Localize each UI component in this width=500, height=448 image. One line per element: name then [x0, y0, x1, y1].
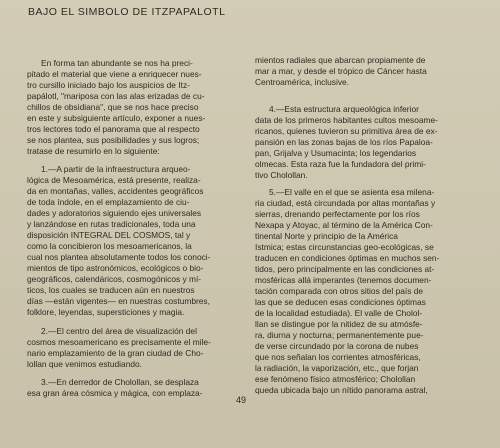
text-line: tinental Norte y principio de la América: [255, 231, 398, 241]
text-line: nario emplazamiento de la gran ciudad de Cho-: [27, 348, 204, 358]
text-line: de toda índole, en el emplazamiento de ciu-: [27, 197, 190, 207]
text-line: días —están vigentes— en nuestras costumbres,: [27, 296, 210, 306]
text-line: ticos, los cuales se traducen aún en nuestros: [27, 285, 195, 295]
text-line: las que se deducen esas condiciones óptimas: [255, 297, 426, 307]
text-line: ra, diurna y nocturna; permanentemente pue-: [255, 330, 424, 340]
text-line: lógica de Mesoamérica, está presente, realiza-: [27, 175, 201, 185]
text-line: cosmos mesoamericano es precisamente el mile-: [27, 337, 211, 347]
text-line: olmecas. Esta raza fue la fundadora del primi-: [255, 159, 426, 169]
text-line: Centroamérica, inclusive.: [255, 77, 350, 87]
text-line: pansión en las zonas bajas de los ríos Papaloa-: [255, 137, 433, 147]
text-line: de la localidad estudiada). El valle de Cholol-: [255, 308, 423, 318]
text-line: 2.—El centro del área de visualización del: [41, 326, 197, 336]
text-line: 1.—A partir de la infraestructura arqueo-: [41, 164, 191, 174]
text-line: lollan que venimos estudiando.: [27, 359, 143, 369]
text-line: pan, Grijalva y Usumacinta; los legendarios: [255, 148, 417, 158]
text-line: como la concibieron los mesoamericanos, la: [27, 241, 192, 251]
text-line: llan se distingue por la nitidez de su atmósfe-: [255, 319, 423, 329]
text-line: tación comparada con otros sitios del país de: [255, 286, 424, 296]
text-line: tidos, pero principalmente en las condiciones at-: [255, 264, 435, 274]
text-line: Nexapa y Atoyac, al término de la América Con-: [255, 220, 433, 230]
text-line: folklore, leyendas, supersticiones y magia.: [27, 307, 185, 317]
text-line: 5.—El valle en el que se asienta esa milena-: [269, 187, 435, 197]
text-line: mosféricas allá imperantes (tenemos documen-: [255, 275, 432, 285]
text-line: pitado el material que viene a enriquecer nues-: [27, 69, 202, 79]
running-header: BAJO EL SIMBOLO DE ITZPAPALOTL: [28, 6, 226, 18]
page-number: 49: [236, 395, 247, 405]
text-line: tros lectores todo el panorama que al respecto: [27, 124, 200, 134]
text-line: tro cursillo iniciado bajo los auspicios de Itz-: [27, 80, 190, 90]
text-line: chillos de obsidiana", que se nos hace preciso: [27, 102, 199, 112]
text-line: traducen en condiciones óptimas en muchos sen-: [255, 253, 440, 263]
text-line: ria ciudad, está circundada por altas montañas y: [255, 198, 436, 208]
text-line: esa gran área cósmica y mágica, con emplaza-: [27, 388, 203, 398]
text-line: Istmica; estas circunstancias geo-ecológicas, se: [255, 242, 434, 252]
text-line: ese fenómeno físico atmosférico; Cholollan: [255, 374, 416, 384]
text-line: da en montañas, valles, accidentes geográficos: [27, 186, 204, 196]
text-line: queda ubicada bajo un nítido panorama astral,: [255, 385, 428, 395]
text-line: dades y adoratorios siguiendo ejes universales: [27, 208, 202, 218]
text-line: tratase de resumirlo en lo siguiente:: [27, 146, 160, 156]
text-line: 4.—Esta estructura arqueológica inferior: [269, 104, 419, 114]
text-line: en este y subsiguiente artículo, exponer a nues-: [27, 113, 206, 123]
text-line: de verse circundado por la corona de nubes: [255, 341, 419, 351]
text-line: mientos de tipo astronómicos, ecológicos o bio-: [27, 263, 204, 273]
text-line: ricanos, quienes tuvieron su primitiva área de ex-: [255, 126, 438, 136]
text-line: tivo Cholollan.: [255, 170, 308, 180]
text-line: la radiación, la vaporización, etc., que forjan: [255, 363, 419, 373]
text-line: mientos radiales que abarcan propiamente de: [255, 55, 426, 65]
text-line: mar a mar, y desde el trópico de Cáncer hasta: [255, 66, 427, 76]
text-line: data de los primeros habitantes cultos mesoame-: [255, 115, 438, 125]
text-line: y lanzándose en rutas tradicionales, toda una: [27, 219, 196, 229]
text-line: En forma tan abundante se nos ha preci-: [41, 58, 193, 68]
text-line: que nos señalan los corrientes atmosféricas,: [255, 352, 421, 362]
text-line: papálotl, "mariposa con las alas erizadas de cu-: [27, 91, 205, 101]
text-line: geográficos, calendáricos, cosmogónicos y mí-: [27, 274, 202, 284]
text-line: sierras, drenando perfectamente por los ríos: [255, 209, 420, 219]
text-line: 3.—En derredor de Cholollan, se desplaza: [41, 377, 199, 387]
text-line: se nos plantea, sus posibilidades y sus logros;: [27, 135, 200, 145]
text-line: cual nos plantea absolutamente todos los conoci-: [27, 252, 211, 262]
text-line: disposición INTEGRAL DEL COSMOS, tal y: [27, 230, 191, 240]
